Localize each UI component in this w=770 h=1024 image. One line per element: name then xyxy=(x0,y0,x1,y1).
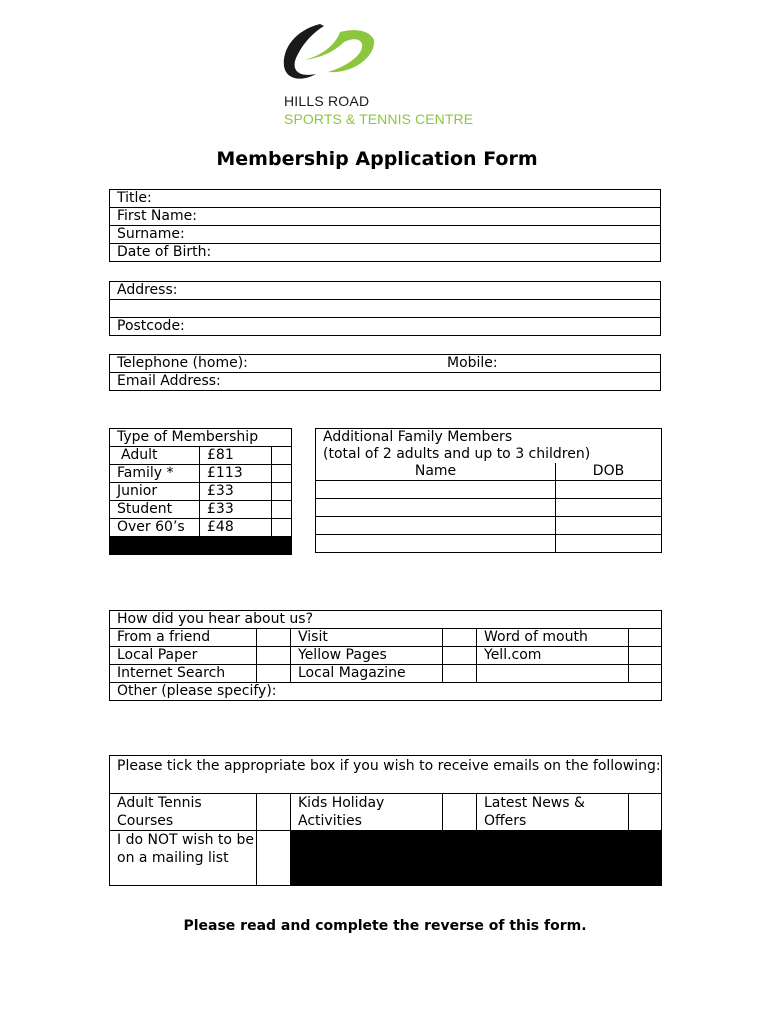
contact-table xyxy=(109,354,661,391)
email-preferences-table xyxy=(109,755,662,886)
form-title: Membership Application Form xyxy=(216,148,538,170)
hear-option-label: Internet Search xyxy=(110,665,257,683)
telephone-field[interactable] xyxy=(110,355,661,373)
family-name-cell[interactable] xyxy=(316,499,556,517)
blank-cell xyxy=(629,831,662,886)
email-checkbox-opt-out[interactable] xyxy=(257,831,291,886)
family-col-name: Name xyxy=(316,463,556,481)
membership-type: Student xyxy=(110,501,200,519)
address-field[interactable]: Address: xyxy=(110,282,661,300)
blank-cell xyxy=(110,537,200,555)
membership-heading: Type of Membership xyxy=(110,429,292,447)
family-dob-cell[interactable] xyxy=(556,517,662,535)
hear-checkbox-yellow-pages[interactable] xyxy=(443,647,477,665)
hear-option-label: Local Magazine xyxy=(291,665,443,683)
email-option-label: Adult Tennis Courses xyxy=(110,794,257,831)
membership-checkbox-student[interactable] xyxy=(272,501,292,519)
address-line2-field[interactable] xyxy=(110,300,661,318)
membership-price: £113 xyxy=(200,465,272,483)
hear-option-label: Word of mouth xyxy=(477,629,629,647)
email-checkbox-latest-news[interactable] xyxy=(629,794,662,831)
family-heading: Additional Family Members xyxy=(316,429,662,447)
hear-checkbox-local-magazine[interactable] xyxy=(443,665,477,683)
hear-checkbox-internet[interactable] xyxy=(257,665,291,683)
logo-line2: SPORTS & TENNIS CENTRE xyxy=(284,111,474,127)
membership-checkbox-family[interactable] xyxy=(272,465,292,483)
email-option-label: Latest News & Offers xyxy=(477,794,629,831)
family-name-cell[interactable] xyxy=(316,481,556,499)
membership-type: Over 60’s xyxy=(110,519,200,537)
email-heading: Please tick the appropriate box if you wish to receive emails on the following: xyxy=(110,756,662,794)
family-col-dob: DOB xyxy=(556,463,662,481)
hear-option-label: Yell.com xyxy=(477,647,629,665)
membership-type: Adult xyxy=(110,447,200,465)
family-subheading: (total of 2 adults and up to 3 children) xyxy=(316,446,662,463)
hear-heading: How did you hear about us? xyxy=(110,611,662,629)
email-checkbox-adult-tennis[interactable] xyxy=(257,794,291,831)
hear-checkbox-word-of-mouth[interactable] xyxy=(629,629,662,647)
postcode-field[interactable]: Postcode: xyxy=(110,318,661,336)
hear-option-label: Visit xyxy=(291,629,443,647)
telephone-label: Telephone (home): xyxy=(117,355,248,371)
hear-checkbox-friend[interactable] xyxy=(257,629,291,647)
mobile-label: Mobile: xyxy=(447,355,498,371)
hear-checkbox-yell[interactable] xyxy=(629,647,662,665)
membership-checkbox-junior[interactable] xyxy=(272,483,292,501)
logo-swoosh xyxy=(282,22,376,84)
family-name-cell[interactable] xyxy=(316,517,556,535)
logo-line1: HILLS ROAD xyxy=(284,93,370,109)
dob-field[interactable]: Date of Birth: xyxy=(110,244,661,262)
membership-price: £81 xyxy=(200,447,272,465)
footer-note: Please read and complete the reverse of this form. xyxy=(183,918,587,934)
blank-cell xyxy=(291,831,443,886)
surname-field[interactable]: Surname: xyxy=(110,226,661,244)
hear-checkbox-blank[interactable] xyxy=(629,665,662,683)
hear-checkbox-local-paper[interactable] xyxy=(257,647,291,665)
hear-checkbox-visit[interactable] xyxy=(443,629,477,647)
blank-cell xyxy=(443,831,477,886)
first-name-field[interactable]: First Name: xyxy=(110,208,661,226)
address-table xyxy=(109,281,661,336)
hear-option-label: From a friend xyxy=(110,629,257,647)
family-members-table xyxy=(315,428,662,553)
blank-cell xyxy=(200,537,272,555)
family-name-cell[interactable] xyxy=(316,535,556,553)
blank-cell xyxy=(477,831,629,886)
family-dob-cell[interactable] xyxy=(556,535,662,553)
membership-type: Family * xyxy=(110,465,200,483)
hear-option-label xyxy=(477,665,629,683)
hear-option-label: Yellow Pages xyxy=(291,647,443,665)
email-checkbox-kids-holiday[interactable] xyxy=(443,794,477,831)
title-field[interactable]: Title: xyxy=(110,190,661,208)
family-dob-cell[interactable] xyxy=(556,481,662,499)
email-opt-out-label: I do NOT wish to be on a mailing list xyxy=(110,831,257,886)
personal-details-table xyxy=(109,189,661,262)
blank-cell xyxy=(272,537,292,555)
membership-checkbox-adult[interactable] xyxy=(272,447,292,465)
membership-price: £48 xyxy=(200,519,272,537)
membership-price: £33 xyxy=(200,501,272,519)
membership-price: £33 xyxy=(200,483,272,501)
membership-table xyxy=(109,428,292,555)
family-dob-cell[interactable] xyxy=(556,499,662,517)
email-option-label: Kids Holiday Activities xyxy=(291,794,443,831)
membership-checkbox-over60[interactable] xyxy=(272,519,292,537)
hear-other-field[interactable]: Other (please specify): xyxy=(110,683,662,701)
hear-option-label: Local Paper xyxy=(110,647,257,665)
email-field[interactable]: Email Address: xyxy=(110,373,661,391)
membership-type: Junior xyxy=(110,483,200,501)
hear-about-table xyxy=(109,610,662,701)
